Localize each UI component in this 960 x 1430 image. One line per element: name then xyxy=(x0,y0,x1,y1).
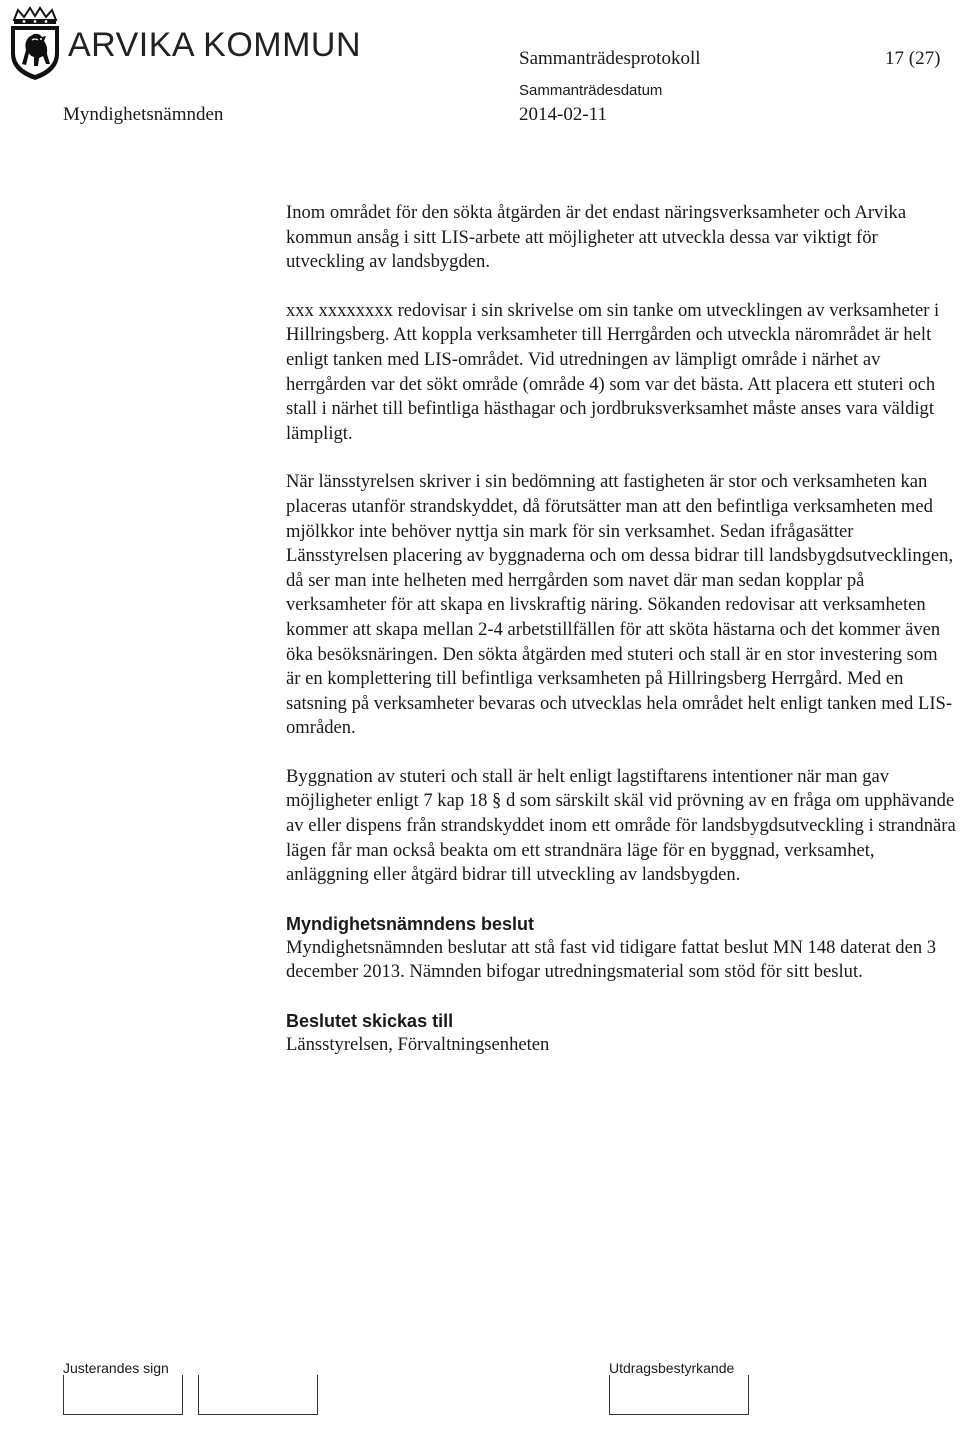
paragraph: xxx xxxxxxxx redovisar i sin skrivelse om sin tanke om utvecklingen av verksamheter i Hillringsberg. Att koppla verksamheter till Herrgården och utveckla närområdet är helt enligt tanken med LIS-området. Vid utredningen av lämpligt område i närhet av herrgården var det sökt område (område 4) som var det bästa. Att placera ett stuteri och stall i närhet till befintliga hästhagar och jordbruksverksamhet måste anses vara väldigt lämpligt. xyxy=(286,299,940,444)
recipients-heading: Beslutet skickas till xyxy=(286,1011,454,1032)
document-type: Sammanträdesprotokoll xyxy=(519,48,701,69)
paragraph: Byggnation av stuteri och stall är helt enligt lagstiftarens intentioner när man gav möjligheter enligt 7 kap 18 § d som särskilt skäl vid prövning av en fråga om upphävande av eller dispens från strandskyddet inom ett område för landsbygdsutveckling i strandnära lägen får man också beakta om ett strandnära läge för en byggnad, verksamhet, anläggning eller åtgärd bidrar till utveckling av landsbygden. xyxy=(286,765,956,886)
decision-heading: Myndighetsnämndens beslut xyxy=(286,913,535,934)
recipients-text: Länsstyrelsen, Förvaltningsenheten xyxy=(286,1034,550,1056)
committee-name: Myndighetsnämnden xyxy=(63,104,224,125)
footer-sign-label: Justerandes sign xyxy=(63,1360,169,1376)
decision-text: Myndighetsnämnden beslutar att stå fast vid tidigare fattat beslut MN 148 daterat den 3 december 2013. Nämnden bifogar utredningsmaterial som stöd för sitt beslut. xyxy=(286,936,937,983)
signature-box xyxy=(198,1375,318,1415)
extract-box xyxy=(609,1375,749,1415)
footer-extract-label: Utdragsbestyrkande xyxy=(609,1360,735,1376)
paragraph: När länsstyrelsen skriver i sin bedömning att fastigheten är stor och verksamheten kan placeras utanför strandskyddet, då förutsätter man att den befintliga verksamheten med mjölkkor inte behöver nyttja sin mark för sin verksamhet. Sedan ifrågasätter Länsstyrelsen placering av byggnaderna och om dessa bidrar till landsbygdsutvecklingen, då ser man inte helheten med herrgården som navet där man sedan kopplar på verksamheter för att skapa en livskraftig näring. Sökanden redovisar att verksamheten kommer att skapa mellan 2-4 arbetstillfällen för att sköta hästarna och det kommer även öka besöksnäringen. Den sökta åtgärden med stuteri och stall är en stor investering som är en komplettering till befintliga verksamheten på Hillringsberg Herrgård. Med en satsning på verksamheter bevaras och utvecklas hela området helt enligt tanken med LIS-områden. xyxy=(286,471,954,739)
meeting-date: 2014-02-11 xyxy=(519,104,607,125)
page-number: 17 (27) xyxy=(885,48,941,69)
brand-wordmark: ARVIKA KOMMUN xyxy=(68,26,362,64)
protocol-body xyxy=(286,201,956,1058)
signature-box xyxy=(63,1375,183,1415)
paragraph: Inom området för den sökta åtgärden är det endast näringsverksamheter och Arvika kommun ansåg i sitt LIS-arbete att möjligheter att utveckla dessa var viktigt för utveckling av landsbygden. xyxy=(286,202,907,273)
coat-of-arms-logo xyxy=(6,6,64,82)
meeting-date-label: Sammanträdesdatum xyxy=(519,82,663,99)
